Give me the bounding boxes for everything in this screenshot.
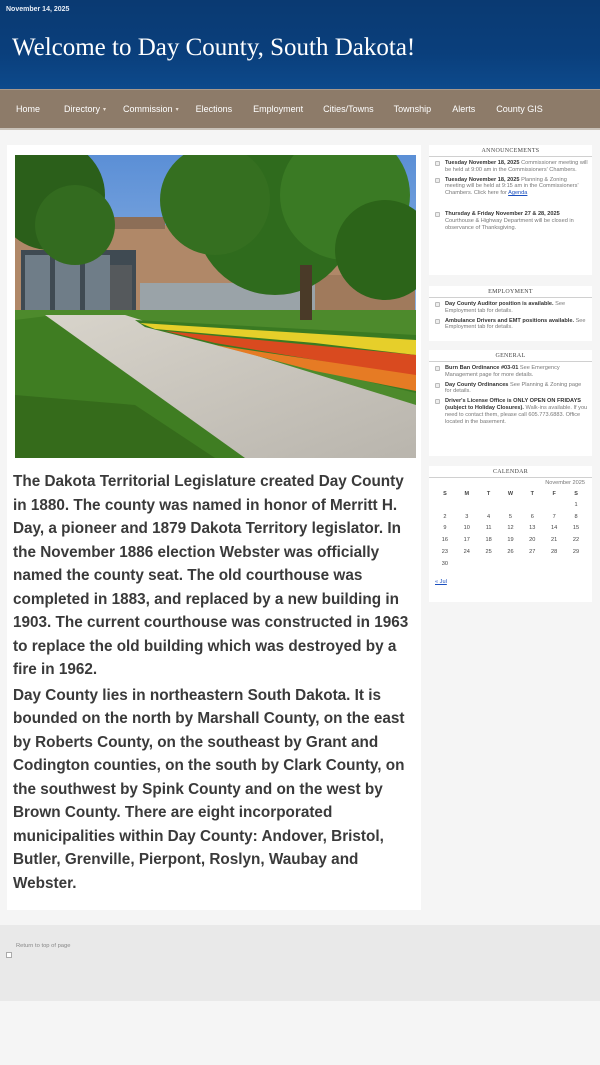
bullet-icon — [435, 383, 440, 388]
nav-item-township[interactable] — [394, 104, 432, 114]
nav-item-employment[interactable] — [253, 104, 303, 114]
calendar-day: 6 — [530, 513, 534, 520]
calendar-day: 27 — [529, 549, 536, 556]
list-item — [434, 365, 588, 379]
calendar-caption: November 2025 — [545, 480, 585, 486]
list-item — [434, 177, 588, 197]
calendar-day: 18 — [485, 537, 492, 544]
item-heading: Burn Ban Ordinance #03-01 — [445, 365, 519, 371]
chevron-down-icon: ▾ — [175, 106, 179, 113]
calendar-day: 11 — [485, 525, 492, 532]
item-heading: Thursday & Friday November 27 & 28, 2025 — [445, 210, 560, 217]
calendar-day: 20 — [529, 537, 536, 544]
weekday-header: W — [507, 490, 514, 497]
calendar-day — [565, 558, 587, 570]
calendar-day: 22 — [572, 537, 580, 544]
calendar-week-row — [434, 558, 587, 570]
nav-item-label: Directory — [64, 104, 101, 114]
main-content — [7, 145, 421, 910]
item-heading: Ambulance Drivers and EMT positions available. — [445, 317, 575, 324]
item-text: Courthouse & Highway Department will be closed in observance of Thanksgiving. — [445, 217, 574, 231]
calendar-day — [543, 558, 565, 570]
bullet-icon — [435, 212, 440, 217]
widget-title: ANNOUNCEMENTS — [481, 148, 540, 154]
arrow-up-icon — [6, 952, 12, 958]
calendar-day: 10 — [463, 525, 470, 532]
nav-item-county-gis[interactable] — [496, 104, 543, 114]
nav-item-label: Employment — [253, 104, 304, 114]
weekday-header: T — [530, 490, 534, 497]
calendar-day: 7 — [552, 513, 556, 520]
article-text — [13, 470, 418, 897]
item-heading: Day County Ordinances — [445, 381, 509, 388]
nav-item-alerts[interactable] — [452, 104, 475, 114]
calendar-day: 3 — [465, 513, 469, 520]
calendar-day: 1 — [574, 501, 578, 508]
calendar-day: 9 — [443, 525, 447, 532]
calendar-day: 5 — [508, 513, 513, 520]
calendar-week-row — [434, 534, 587, 546]
item-heading: Tuesday November 18, 2025 — [445, 160, 520, 166]
general-widget — [429, 350, 592, 456]
nav-item-label: Commission — [123, 104, 173, 114]
calendar-day: 14 — [551, 525, 558, 532]
item-heading: Driver's License Office is ONLY OPEN ON FRIDAYS (subject to Holiday Closures). — [445, 398, 582, 411]
calendar-day — [521, 558, 543, 570]
list-item — [434, 211, 588, 231]
calendar-day: 28 — [551, 549, 558, 556]
weekday-header: S — [443, 490, 447, 497]
calendar-day: 29 — [572, 549, 580, 556]
calendar-day: 26 — [507, 549, 514, 556]
site-title[interactable]: Welcome to Day County, South Dakota! — [12, 34, 416, 61]
calendar-table — [434, 488, 587, 570]
calendar-week-row — [434, 511, 587, 523]
calendar-day: 21 — [551, 537, 558, 544]
article-paragraph: Day County lies in northeastern South Dakota. It is bounded on the north by Marshall County, on the east by Roberts County, on the southeast by Grant and Codington counties, on the south by Clark County, on the southwest by Spink County and on the west by Brown County. There are eight incorporated municipalities within Day County: Andover, Bristol, Butler, Grenville, Pierpont, Roslyn, Waubay and Webster. — [13, 686, 405, 892]
list-item — [434, 382, 588, 396]
item-text: Commissioner meeting will be held at 9:00 am in the Commissioners' Chambers. — [445, 160, 588, 173]
divider — [429, 361, 592, 362]
calendar-widget — [429, 466, 592, 602]
calendar-day — [478, 558, 500, 570]
calendar-day: 13 — [529, 525, 536, 532]
bullet-icon — [435, 366, 440, 371]
calendar-day: 25 — [485, 549, 492, 556]
bullet-icon — [435, 302, 440, 307]
return-to-top-label: Return to top of page — [16, 943, 71, 949]
calendar-week-row — [434, 523, 587, 535]
calendar-day: 30 — [441, 560, 449, 567]
nav-item-label: Township — [393, 104, 432, 114]
bullet-icon — [435, 399, 440, 404]
list-item — [434, 398, 588, 425]
calendar-day: 19 — [507, 537, 514, 544]
calendar-day: 16 — [441, 537, 449, 544]
calendar-day: 12 — [507, 525, 514, 532]
nav-item-directory[interactable] — [64, 104, 106, 114]
nav-item-commission[interactable] — [123, 104, 179, 114]
weekday-header: M — [464, 490, 470, 497]
widget-title: CALENDAR — [492, 469, 529, 475]
nav-item-label: Cities/Towns — [323, 104, 374, 114]
nav-item-home[interactable] — [16, 104, 40, 114]
item-text: Planning & Zoning meeting will be held at 9:15 am in the Commissioners' Chambers. Click here for — [445, 176, 579, 197]
calendar-day — [500, 558, 522, 570]
item-text: See Employment tab for details. — [445, 301, 566, 314]
bullet-icon — [435, 319, 440, 324]
nav-item-cities-towns[interactable] — [323, 104, 374, 114]
item-text: See Planning & Zoning page for details. — [445, 381, 582, 395]
nav-item-label: Home — [16, 104, 41, 114]
employment-widget — [429, 286, 592, 341]
agenda-link[interactable]: Agenda — [508, 190, 528, 197]
header-date: November 14, 2025 — [6, 6, 70, 13]
calendar-day: 2 — [443, 513, 447, 520]
list-item — [434, 318, 588, 332]
list-item — [434, 301, 588, 315]
list-item — [434, 160, 588, 174]
main-nav — [0, 89, 600, 130]
calendar-day: 17 — [463, 537, 470, 544]
article-paragraph: The Dakota Territorial Legislature created Day County in 1880. The county was named in honor of Merritt H. Day, a pioneer and 1879 Dakota Territory legislator. In the November 1886 election Webster was officially named the county seat. The old courthouse was completed in 1883, and replaced by a new building in 1903. The current courthouse was constructed in 1963 to replace the old building which was destroyed by a fire in 1962. — [13, 473, 409, 678]
calendar-day — [543, 499, 565, 511]
calendar-day: 23 — [441, 549, 449, 556]
nav-item-label: County GIS — [496, 104, 543, 114]
bullet-icon — [435, 161, 440, 166]
weekday-header: S — [574, 490, 578, 497]
nav-item-label: Elections — [195, 104, 233, 114]
calendar-day: 15 — [572, 525, 580, 532]
site-footer — [0, 925, 600, 1001]
nav-item-label: Alerts — [452, 104, 476, 114]
calendar-week-row — [434, 499, 587, 511]
bullet-icon — [435, 178, 440, 183]
item-heading: Day County Auditor position is available. — [445, 301, 554, 307]
calendar-day — [456, 558, 478, 570]
calendar-day — [434, 499, 456, 511]
item-text: See Employment tab for details. — [445, 317, 586, 331]
calendar-day — [500, 499, 522, 511]
announcements-widget — [429, 145, 592, 275]
calendar-day — [456, 499, 478, 511]
divider — [429, 156, 592, 157]
nav-item-elections[interactable] — [196, 104, 233, 114]
calendar-week-row — [434, 546, 587, 558]
chevron-down-icon: ▾ — [103, 106, 107, 113]
calendar-day: 8 — [574, 513, 578, 520]
widget-title: EMPLOYMENT — [488, 289, 533, 295]
item-text: Walk-ins available. If you need to contact them, please call 605.773.6883. Office located in the basement. — [445, 404, 588, 425]
calendar-day — [521, 499, 543, 511]
divider — [429, 297, 592, 298]
weekday-header: F — [552, 490, 556, 497]
site-header — [0, 0, 600, 89]
calendar-day: 24 — [463, 549, 470, 556]
calendar-prev-link[interactable]: « Jul — [435, 578, 447, 585]
divider — [429, 477, 592, 478]
widget-title: GENERAL — [495, 353, 526, 359]
return-to-top-link[interactable] — [6, 943, 70, 958]
calendar-day: 4 — [487, 513, 491, 520]
weekday-header: T — [486, 490, 491, 497]
item-heading: Tuesday November 18, 2025 — [445, 176, 520, 183]
calendar-day — [478, 499, 500, 511]
item-text: See Emergency Management page for more details. — [445, 365, 560, 378]
courthouse-photo — [15, 155, 416, 458]
